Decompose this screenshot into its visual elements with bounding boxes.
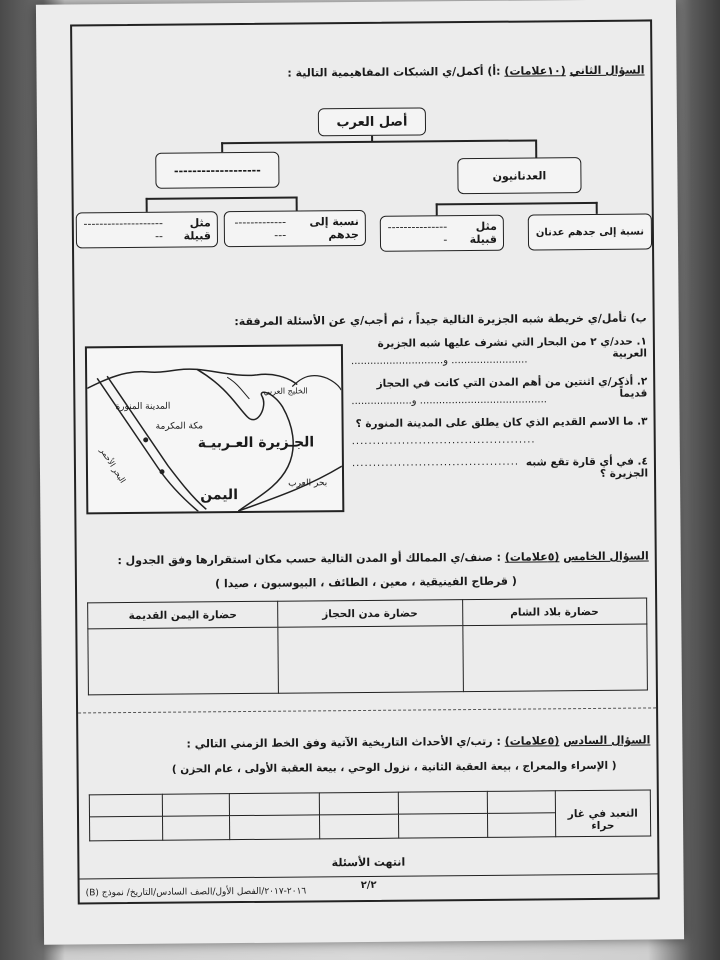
question-4: ٤. في أي قارة تقع شبه الجزيرة ؟ <box>525 455 649 480</box>
timeline-slot-1[interactable] <box>488 791 556 814</box>
part-b-intro: ب) تأمل/ي خريطة شبه الجزيرة التالية جيداً ، ثم أجب/ي عن الأسئلة المرفقة: <box>234 311 647 329</box>
footer-page: ٢/٢ <box>360 879 377 892</box>
exam-sheet <box>36 0 684 945</box>
concept-root-label: أصل العرب <box>336 114 408 130</box>
concept-adnanis-box <box>457 157 581 194</box>
footer-info: ٢٠١٦-٢٠١٧/الفصل الأول/الصف السادس/التاريخ/ نموذج (B) <box>85 886 307 899</box>
question-1: ١. حدد/ي ٢ من البحار التي تشرف عليها شبه الجزيرة العربية <box>377 335 648 360</box>
tribe-blank-2: ---------------- <box>387 220 448 247</box>
part-b-questions <box>351 335 648 482</box>
q6-options: ( الإسراء والمعراج ، بيعة العقبة الثانية ، نزول الوحي ، بيعة العقبة الأولى ، عام الحزن ) <box>171 759 617 776</box>
map-label-gulf: الخليج العربي <box>263 386 308 396</box>
timeline-slot-1b[interactable] <box>488 813 556 838</box>
q5-answer-sham[interactable] <box>462 624 647 692</box>
concept-adnanis-label: العدنانيون <box>492 168 547 183</box>
timeline-slot-6[interactable] <box>89 794 162 817</box>
tribe-blank-1: ---------------------- <box>83 216 164 243</box>
q2-instruction: :أ) أكمل/ي الشبكات المفاهيمية التالية : <box>287 64 501 80</box>
ancestor-blank-1: ---------------- <box>234 215 287 242</box>
timeline-slot-5[interactable] <box>162 794 230 817</box>
concept-ancestor-box-1[interactable] <box>224 210 366 247</box>
question-3: ٣. ما الاسم القديم الذي كان يطلق على المدينة المنورة ؟ <box>355 415 648 431</box>
concept-tribe-box-1[interactable] <box>76 211 218 248</box>
q5-options: ( قرطاج الفينيقية ، معين ، الطائف ، البيوسبون ، صيدا ) <box>215 574 517 591</box>
q5-instruction: : صنف/ي الممالك أو المدن التالية حسب مكان استقرارها وفق الجدول : <box>117 550 502 568</box>
concept-blank-label: ------------------- <box>173 163 261 178</box>
timeline-slot-3b[interactable] <box>320 814 399 839</box>
q5-answer-yemen[interactable] <box>88 627 279 695</box>
q6-header <box>90 733 650 751</box>
q6-marks: (٥علامات) <box>504 734 560 748</box>
tribe-example-label-2: مثل قبيلة <box>469 219 498 247</box>
map-label-yemen: اليمن <box>200 487 239 504</box>
map-label-madina: المدينة المنورة <box>115 401 171 413</box>
timeline-slot-6b[interactable] <box>89 816 162 841</box>
timeline-slot-4[interactable] <box>230 793 320 816</box>
timeline-slot-2[interactable] <box>398 791 488 814</box>
timeline-slot-3[interactable] <box>319 792 398 815</box>
concept-blank-box[interactable] <box>155 152 279 189</box>
q2-marks: (١٠علامات) <box>504 64 566 78</box>
timeline-slot-5b[interactable] <box>162 816 230 841</box>
ancestor-adnan-label: نسبة إلى جدهم عدنان <box>535 226 645 238</box>
tribe-example-label-1: مثل قبيلة <box>183 216 211 243</box>
section-divider <box>78 707 656 713</box>
q5-title: السؤال الخامس <box>563 549 649 564</box>
q5-col-yemen: حضارة اليمن القديمة <box>88 601 278 629</box>
q5-col-hijaz: حضارة مدن الحجاز <box>278 600 463 628</box>
map-label-peninsula: الجـزيرة العـربيـة <box>197 434 315 452</box>
timeline-table <box>89 789 651 841</box>
q5-col-sham: حضارة بلاد الشام <box>462 598 647 626</box>
q5-header <box>89 549 649 567</box>
q2-header <box>84 64 644 82</box>
ancestor-label-1: نسبة إلى جدهم <box>309 215 359 242</box>
timeline-slot-2b[interactable] <box>398 813 488 838</box>
page-frame <box>70 19 660 904</box>
map-label-arabian-sea: بحر العرب <box>288 478 328 489</box>
answer-3[interactable]: ............................................ <box>351 434 536 448</box>
concept-root-box <box>318 107 426 136</box>
answer-4[interactable]: ........................................ <box>351 456 520 470</box>
q6-instruction: : رتب/ي الأحداث التاريخية الآتية وفق الخط الزمني التالي : <box>186 734 501 751</box>
q5-table <box>87 597 648 695</box>
question-2: ٢. أذكر/ي اثنتين من أهم المدن التي كانت في الحجاز قديماً <box>376 375 648 400</box>
map-label-red-sea: البحر الأحمر <box>98 446 128 485</box>
timeline-slot-4b[interactable] <box>230 815 320 840</box>
end-of-questions: انتهت الأسئلة <box>331 855 406 870</box>
q5-answer-hijaz[interactable] <box>278 626 463 694</box>
timeline-first-event: التعبد في غار حراء <box>555 790 651 837</box>
answer-1[interactable]: ........................ و............................. <box>350 354 528 368</box>
q5-marks: (٥علامات) <box>504 550 560 564</box>
arabia-map <box>85 344 344 514</box>
map-label-makkah: مكة المكرمة <box>155 421 204 432</box>
answer-2[interactable]: ........................................ و................... <box>351 394 547 408</box>
concept-ancestor-adnan-box <box>528 213 652 250</box>
q2-title: السؤال الثاني <box>569 63 645 78</box>
q6-title: السؤال السادس <box>563 733 651 748</box>
concept-tribe-box-2[interactable] <box>380 215 504 252</box>
